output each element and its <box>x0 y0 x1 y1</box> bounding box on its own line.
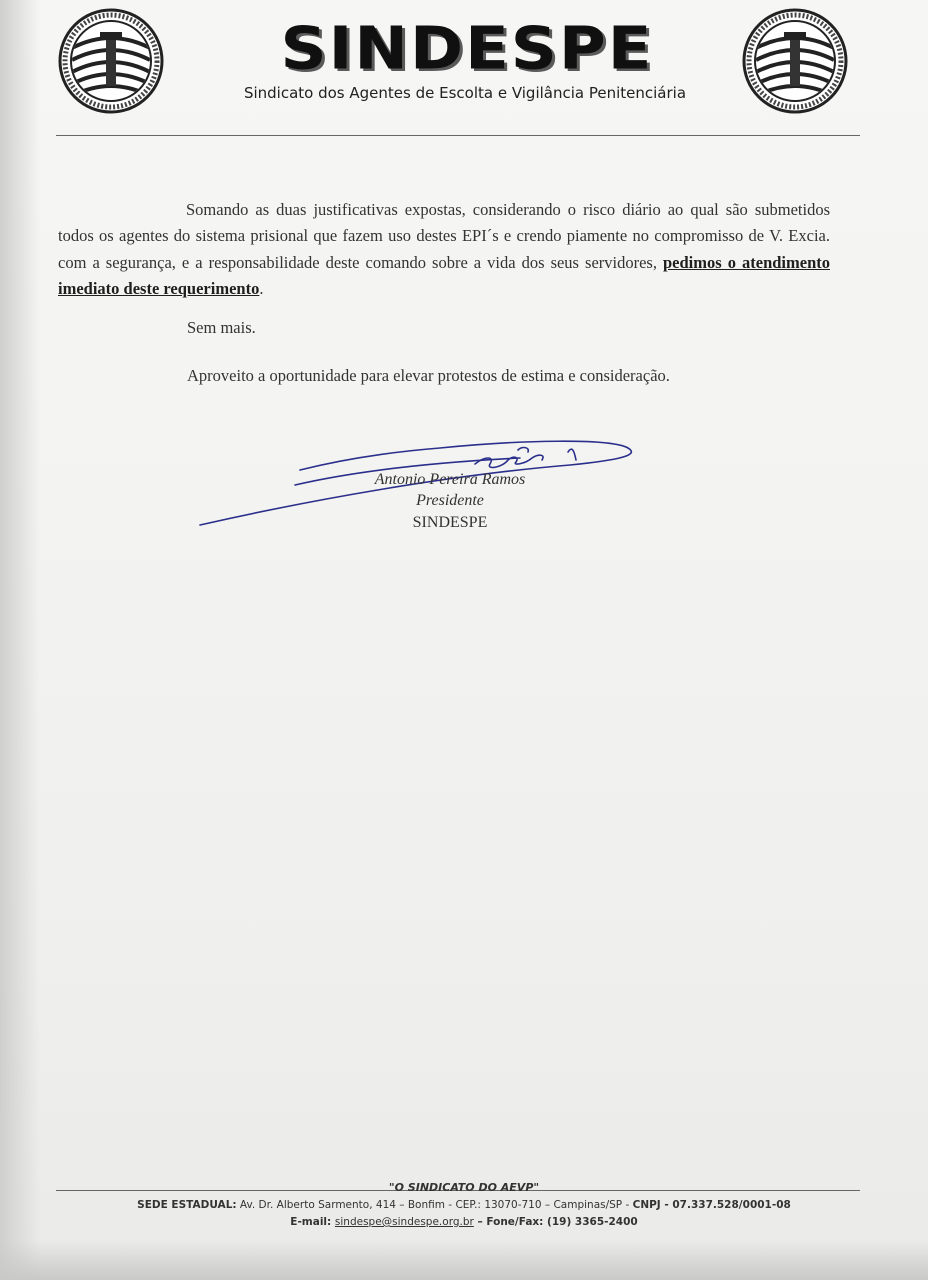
address-label: SEDE ESTADUAL: <box>137 1199 237 1211</box>
email-label: E-mail: <box>290 1216 335 1228</box>
paragraph-emphasis: pedimos o atendimento imediato deste requerimento <box>58 252 830 298</box>
paragraph-text: Somando as duas justificativas expostas, considerando o risco diário ao qual são submetidos todos os agentes do sistema prisional que fazem uso destes EPI´s e crendo piamente no compromisso de V. Excia. com a segurança, e a responsabilidade deste comando sobre a vida dos seus servidores, <box>58 199 830 272</box>
signatory-name: Antonio Pereira Ramos <box>374 471 526 488</box>
cnpj-text: CNPJ - 07.337.528/0001-08 <box>632 1199 791 1211</box>
footer-slogan: "O SINDICATO DO AEVP" <box>388 1181 540 1194</box>
header-divider <box>56 135 860 136</box>
signatory-organization: SINDESPE <box>412 514 488 531</box>
closing-line-2: Aproveito a oportunidade para elevar protestos de estima e consideração. <box>187 366 670 385</box>
body-paragraph <box>58 197 830 303</box>
closing-line-1: Sem mais. <box>187 318 256 337</box>
signatory-role: Presidente <box>416 492 484 509</box>
page-shadow <box>0 0 40 1280</box>
organization-subtitle: Sindicato dos Agentes de Escolta e Vigilância Penitenciária <box>243 84 687 102</box>
email-link[interactable]: sindespe@sindespe.org.br <box>334 1216 474 1228</box>
footer-contact <box>0 1216 928 1228</box>
footer-address <box>0 1199 928 1211</box>
sindespe-seal-icon <box>58 8 164 114</box>
brand-logo: SINDESPE <box>280 14 654 84</box>
phone-text: – Fone/Fax: (19) 3365-2400 <box>473 1216 638 1228</box>
paragraph-end: . <box>259 279 264 298</box>
address-text: Av. Dr. Alberto Sarmento, 414 – Bonfim - CEP.: 13070-710 – Campinas/SP - <box>236 1199 633 1211</box>
page-shadow-bottom <box>0 1240 928 1280</box>
sindespe-seal-icon <box>742 8 848 114</box>
